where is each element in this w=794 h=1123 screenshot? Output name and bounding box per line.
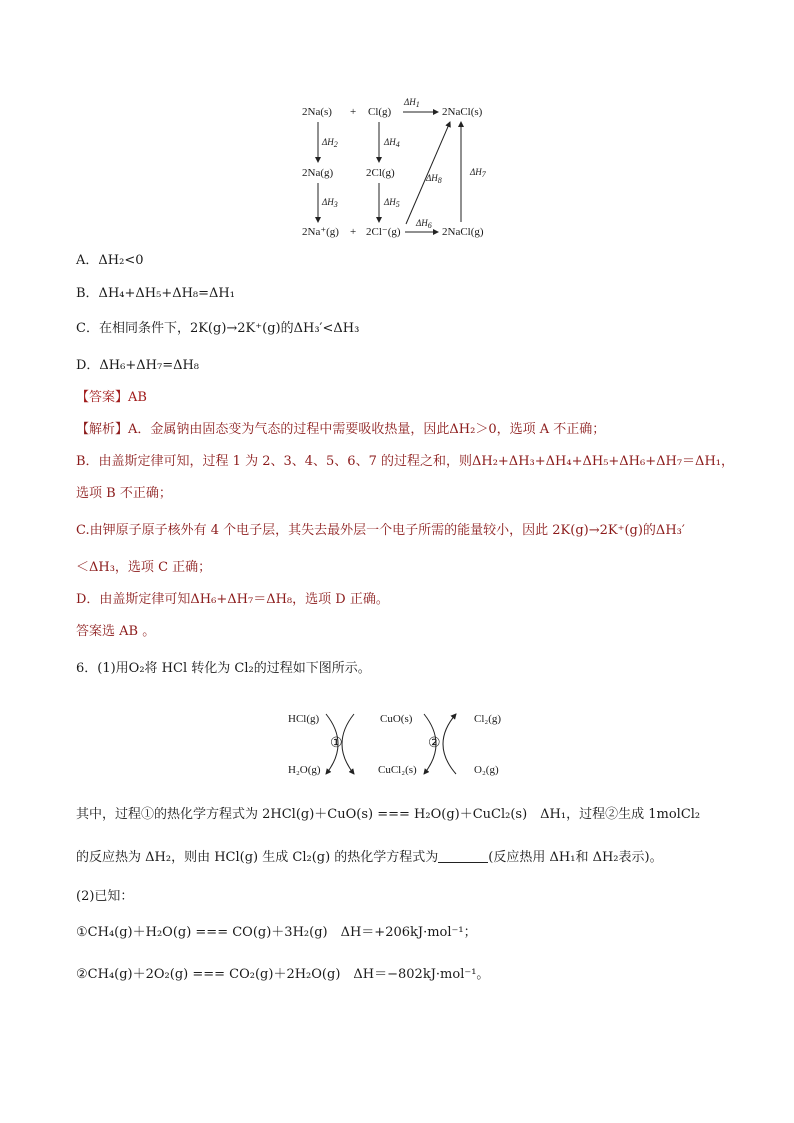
equation-1: ①CH₄(g)＋H₂O(g) === CO(g)＋3H₂(g) ΔH＝+206kJ·mol⁻¹； (76, 925, 477, 940)
answer (76, 389, 147, 407)
analysis-label: 【解析】 (76, 422, 129, 437)
species-cl-g: Cl(g) (368, 106, 392, 118)
q6-part-2: (2)已知： (76, 889, 134, 904)
species-2nacl-s: 2NaCl(s) (442, 106, 483, 118)
equation-2: ②CH₄(g)＋2O₂(g) === CO₂(g)＋2H₂O(g) ΔH＝−802kJ·mol⁻¹。 (76, 967, 490, 982)
analysis-line-4: C.由钾原子原子核外有 4 个电子层，其失去最外层一个电子所需的能量较小，因此 2K(g)→2K⁺(g)的ΔH₃′ (76, 523, 685, 538)
species-hcl: HCl(g) (288, 713, 320, 725)
species-2na-g: 2Na(g) (302, 167, 334, 179)
label-dh1: $\Delta H_1$ (404, 97, 420, 109)
species-cl2: Cl₂(g) (474, 713, 502, 725)
q6-intro: 6．(1)用O₂将 HCl 转化为 Cl₂的过程如下图所示。 (76, 661, 371, 676)
q6-line-1: 其中，过程①的热化学方程式为 2HCl(g)＋CuO(s) === H₂O(g)＋CuCl₂(s) ΔH₁，过程②生成 1molCl₂ (76, 807, 701, 822)
label-dh4: $\Delta H_4$ (384, 137, 400, 149)
analysis-line-1: 【解析】A．金属钠由固态变为气态的过程中需要吸收热量，因此ΔH₂＞0，选项 A 不正确； (76, 422, 606, 437)
curve-arrow-1a (326, 714, 338, 774)
curve-arrow-2a (424, 714, 436, 774)
plus-sign: + (350, 106, 357, 118)
analysis-line-2: B．由盖斯定律可知，过程 1 为 2、3、4、5、6、7 的过程之和，则ΔH₂+ΔH₃+ΔH₄+ΔH₅+ΔH₆+ΔH₇＝ΔH₁， (76, 454, 734, 469)
species-2cl-g: 2Cl(g) (366, 167, 395, 179)
plus-sign: + (350, 226, 357, 238)
species-o2: O₂(g) (474, 764, 499, 776)
analysis-line-6: D．由盖斯定律可知ΔH₆+ΔH₇＝ΔH₈，选项 D 正确。 (76, 592, 389, 607)
analysis-line-3: 选项 B 不正确； (76, 486, 172, 501)
answer-blank[interactable] (438, 850, 488, 863)
label-dh8: $\Delta H_8$ (426, 173, 442, 185)
label-dh7: $\Delta H_7$ (470, 167, 486, 179)
diagram-arrows (0, 0, 794, 260)
label-dh5: $\Delta H_5$ (384, 197, 400, 209)
option-c: C．在相同条件下，2K(g)→2K⁺(g)的ΔH₃′<ΔH₃ (76, 321, 360, 336)
arrow-dh8 (406, 122, 450, 224)
species-cuo: CuO(s) (380, 713, 413, 725)
q6-line-2: 的反应热为 ΔH₂，则由 HCl(g) 生成 Cl₂(g) 的热化学方程式为 (反应热用 ΔH₁和 ΔH₂表示)。 (76, 850, 663, 865)
step-2-marker: ② (428, 736, 441, 751)
option-a: A．ΔH₂<0 (76, 253, 144, 268)
label-dh2: $\Delta H_2$ (322, 137, 338, 149)
analysis-line-7: 答案选 AB 。 (76, 624, 156, 639)
analysis-line-5: ＜ΔH₃，选项 C 正确； (76, 560, 212, 575)
species-2na-plus-g: 2Na⁺(g) (302, 226, 339, 238)
answer-label: 【答案】 (76, 390, 129, 405)
label-dh3: $\Delta H_3$ (322, 197, 338, 209)
species-h2o: H₂O(g) (288, 764, 321, 776)
species-2cl-minus-g: 2Cl⁻(g) (366, 226, 401, 238)
species-2nacl-g: 2NaCl(g) (442, 226, 484, 238)
label-dh6: $\Delta H_6$ (416, 218, 432, 230)
answer-value: AB (128, 390, 147, 405)
cycle-arrows (0, 700, 794, 790)
curve-arrow-1b (342, 714, 354, 774)
option-d: D．ΔH₆+ΔH₇=ΔH₈ (76, 358, 200, 373)
step-1-marker: ① (330, 736, 343, 751)
species-2na-s: 2Na(s) (302, 106, 332, 118)
option-b: B．ΔH₄+ΔH₅+ΔH₈=ΔH₁ (76, 286, 235, 301)
curve-arrow-2b (443, 714, 456, 774)
species-cucl2: CuCl₂(s) (378, 764, 417, 776)
